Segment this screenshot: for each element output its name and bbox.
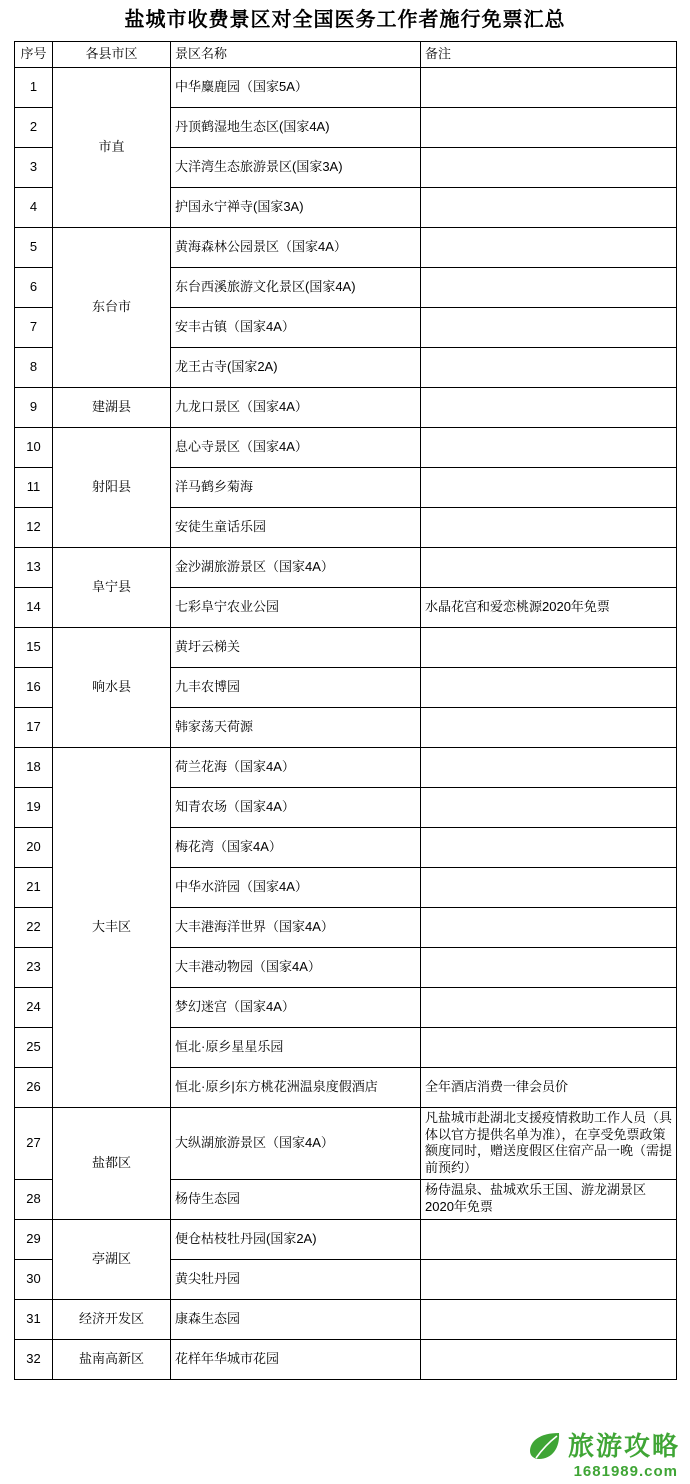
cell-index: 20 — [15, 828, 53, 868]
cell-spot-name: 杨侍生态园 — [171, 1179, 421, 1219]
cell-region: 盐都区 — [53, 1108, 171, 1220]
table-row — [15, 1108, 677, 1180]
cell-note — [421, 348, 677, 388]
cell-region: 经济开发区 — [53, 1299, 171, 1339]
cell-index: 14 — [15, 588, 53, 628]
cell-spot-name: 洋马鹤乡菊海 — [171, 468, 421, 508]
cell-note — [421, 468, 677, 508]
cell-region: 盐南高新区 — [53, 1339, 171, 1379]
cell-spot-name: 大丰港海洋世界（国家4A） — [171, 908, 421, 948]
cell-index: 15 — [15, 628, 53, 668]
cell-index: 22 — [15, 908, 53, 948]
table-row — [15, 228, 677, 268]
table-row — [15, 548, 677, 588]
leaf-icon — [528, 1431, 562, 1461]
cell-index: 13 — [15, 548, 53, 588]
table-header — [15, 42, 677, 68]
cell-region: 市直 — [53, 68, 171, 228]
cell-note — [421, 228, 677, 268]
cell-spot-name: 大丰港动物园（国家4A） — [171, 948, 421, 988]
cell-spot-name: 花样年华城市花园 — [171, 1339, 421, 1379]
cell-index: 7 — [15, 308, 53, 348]
cell-note — [421, 548, 677, 588]
cell-note — [421, 748, 677, 788]
cell-index: 17 — [15, 708, 53, 748]
table-row — [15, 748, 677, 788]
table-header-row — [15, 42, 677, 68]
cell-index: 5 — [15, 228, 53, 268]
cell-spot-name: 护国永宁禅寺(国家3A) — [171, 188, 421, 228]
cell-spot-name: 安徒生童话乐园 — [171, 508, 421, 548]
cell-note — [421, 1259, 677, 1299]
cell-note — [421, 1299, 677, 1339]
cell-spot-name: 中华水浒园（国家4A） — [171, 868, 421, 908]
cell-spot-name: 大洋湾生态旅游景区(国家3A) — [171, 148, 421, 188]
cell-index: 29 — [15, 1219, 53, 1259]
cell-index: 25 — [15, 1028, 53, 1068]
cell-spot-name: 七彩阜宁农业公园 — [171, 588, 421, 628]
cell-note — [421, 908, 677, 948]
cell-note — [421, 108, 677, 148]
cell-index: 32 — [15, 1339, 53, 1379]
cell-note — [421, 668, 677, 708]
cell-spot-name: 荷兰花海（国家4A） — [171, 748, 421, 788]
cell-note: 凡盐城市赴湖北支援疫情救助工作人员（具体以官方提供名单为准），在享受免票政策额度同时，赠送度假区住宿产品一晚（需提前预约） — [421, 1108, 677, 1180]
cell-spot-name: 恒北·原乡星星乐园 — [171, 1028, 421, 1068]
cell-note — [421, 868, 677, 908]
cell-note — [421, 68, 677, 108]
cell-spot-name: 中华麋鹿园（国家5A） — [171, 68, 421, 108]
cell-note — [421, 828, 677, 868]
cell-index: 26 — [15, 1068, 53, 1108]
cell-spot-name: 韩家荡天荷源 — [171, 708, 421, 748]
table-row — [15, 1219, 677, 1259]
watermark-brand: 旅游攻略 — [567, 1431, 680, 1461]
cell-spot-name: 康森生态园 — [171, 1299, 421, 1339]
cell-note — [421, 188, 677, 228]
cell-index: 11 — [15, 468, 53, 508]
cell-index: 23 — [15, 948, 53, 988]
cell-index: 2 — [15, 108, 53, 148]
cell-index: 9 — [15, 388, 53, 428]
cell-spot-name: 恒北·原乡|东方桃花洲温泉度假酒店 — [171, 1068, 421, 1108]
cell-spot-name: 龙王古寺(国家2A) — [171, 348, 421, 388]
cell-index: 6 — [15, 268, 53, 308]
cell-spot-name: 黄圩云梯关 — [171, 628, 421, 668]
header-note: 备注 — [421, 42, 677, 68]
cell-spot-name: 知青农场（国家4A） — [171, 788, 421, 828]
header-region: 各县市区 — [53, 42, 171, 68]
cell-index: 27 — [15, 1108, 53, 1180]
cell-note — [421, 1219, 677, 1259]
watermark — [528, 1431, 680, 1480]
cell-index: 8 — [15, 348, 53, 388]
cell-spot-name: 九龙口景区（国家4A） — [171, 388, 421, 428]
table-row — [15, 628, 677, 668]
cell-spot-name: 金沙湖旅游景区（国家4A） — [171, 548, 421, 588]
cell-index: 30 — [15, 1259, 53, 1299]
cell-index: 19 — [15, 788, 53, 828]
cell-index: 21 — [15, 868, 53, 908]
cell-region: 响水县 — [53, 628, 171, 748]
cell-index: 12 — [15, 508, 53, 548]
cell-index: 31 — [15, 1299, 53, 1339]
cell-region: 建湖县 — [53, 388, 171, 428]
table-row — [15, 1299, 677, 1339]
table-body — [15, 68, 677, 1380]
cell-note — [421, 508, 677, 548]
cell-index: 3 — [15, 148, 53, 188]
page-title: 盐城市收费景区对全国医务工作者施行免票汇总 — [124, 9, 566, 31]
cell-index: 24 — [15, 988, 53, 1028]
cell-note — [421, 708, 677, 748]
table-row — [15, 428, 677, 468]
cell-note — [421, 148, 677, 188]
cell-note — [421, 308, 677, 348]
cell-spot-name: 安丰古镇（国家4A） — [171, 308, 421, 348]
cell-index: 16 — [15, 668, 53, 708]
cell-index: 4 — [15, 188, 53, 228]
cell-note: 全年酒店消费一律会员价 — [421, 1068, 677, 1108]
cell-spot-name: 便仓枯枝牡丹园(国家2A) — [171, 1219, 421, 1259]
cell-index: 10 — [15, 428, 53, 468]
cell-index: 28 — [15, 1179, 53, 1219]
table-row — [15, 1339, 677, 1379]
cell-index: 1 — [15, 68, 53, 108]
table-row — [15, 388, 677, 428]
cell-region: 亭湖区 — [53, 1219, 171, 1299]
cell-note — [421, 788, 677, 828]
cell-spot-name: 九丰农博园 — [171, 668, 421, 708]
cell-spot-name: 梅花湾（国家4A） — [171, 828, 421, 868]
cell-note — [421, 948, 677, 988]
cell-region: 阜宁县 — [53, 548, 171, 628]
cell-spot-name: 梦幻迷宫（国家4A） — [171, 988, 421, 1028]
cell-note — [421, 1028, 677, 1068]
cell-note — [421, 1339, 677, 1379]
cell-note — [421, 988, 677, 1028]
scenic-spots-table — [14, 41, 677, 1380]
cell-note: 水晶花宫和爱恋桃源2020年免票 — [421, 588, 677, 628]
cell-region: 东台市 — [53, 228, 171, 388]
cell-spot-name: 大纵湖旅游景区（国家4A） — [171, 1108, 421, 1180]
header-spot-name: 景区名称 — [171, 42, 421, 68]
cell-region: 射阳县 — [53, 428, 171, 548]
watermark-site: 1681989.com — [573, 1463, 678, 1480]
cell-region: 大丰区 — [53, 748, 171, 1108]
cell-spot-name: 黄尖牡丹园 — [171, 1259, 421, 1299]
cell-note — [421, 428, 677, 468]
cell-note: 杨侍温泉、盐城欢乐王国、游龙湖景区2020年免票 — [421, 1179, 677, 1219]
cell-note — [421, 628, 677, 668]
cell-spot-name: 丹顶鹤湿地生态区(国家4A) — [171, 108, 421, 148]
cell-note — [421, 388, 677, 428]
header-index: 序号 — [15, 42, 53, 68]
table-row — [15, 68, 677, 108]
cell-note — [421, 268, 677, 308]
cell-spot-name: 息心寺景区（国家4A） — [171, 428, 421, 468]
cell-spot-name: 东台西溪旅游文化景区(国家4A) — [171, 268, 421, 308]
cell-index: 18 — [15, 748, 53, 788]
cell-spot-name: 黄海森林公园景区（国家4A） — [171, 228, 421, 268]
